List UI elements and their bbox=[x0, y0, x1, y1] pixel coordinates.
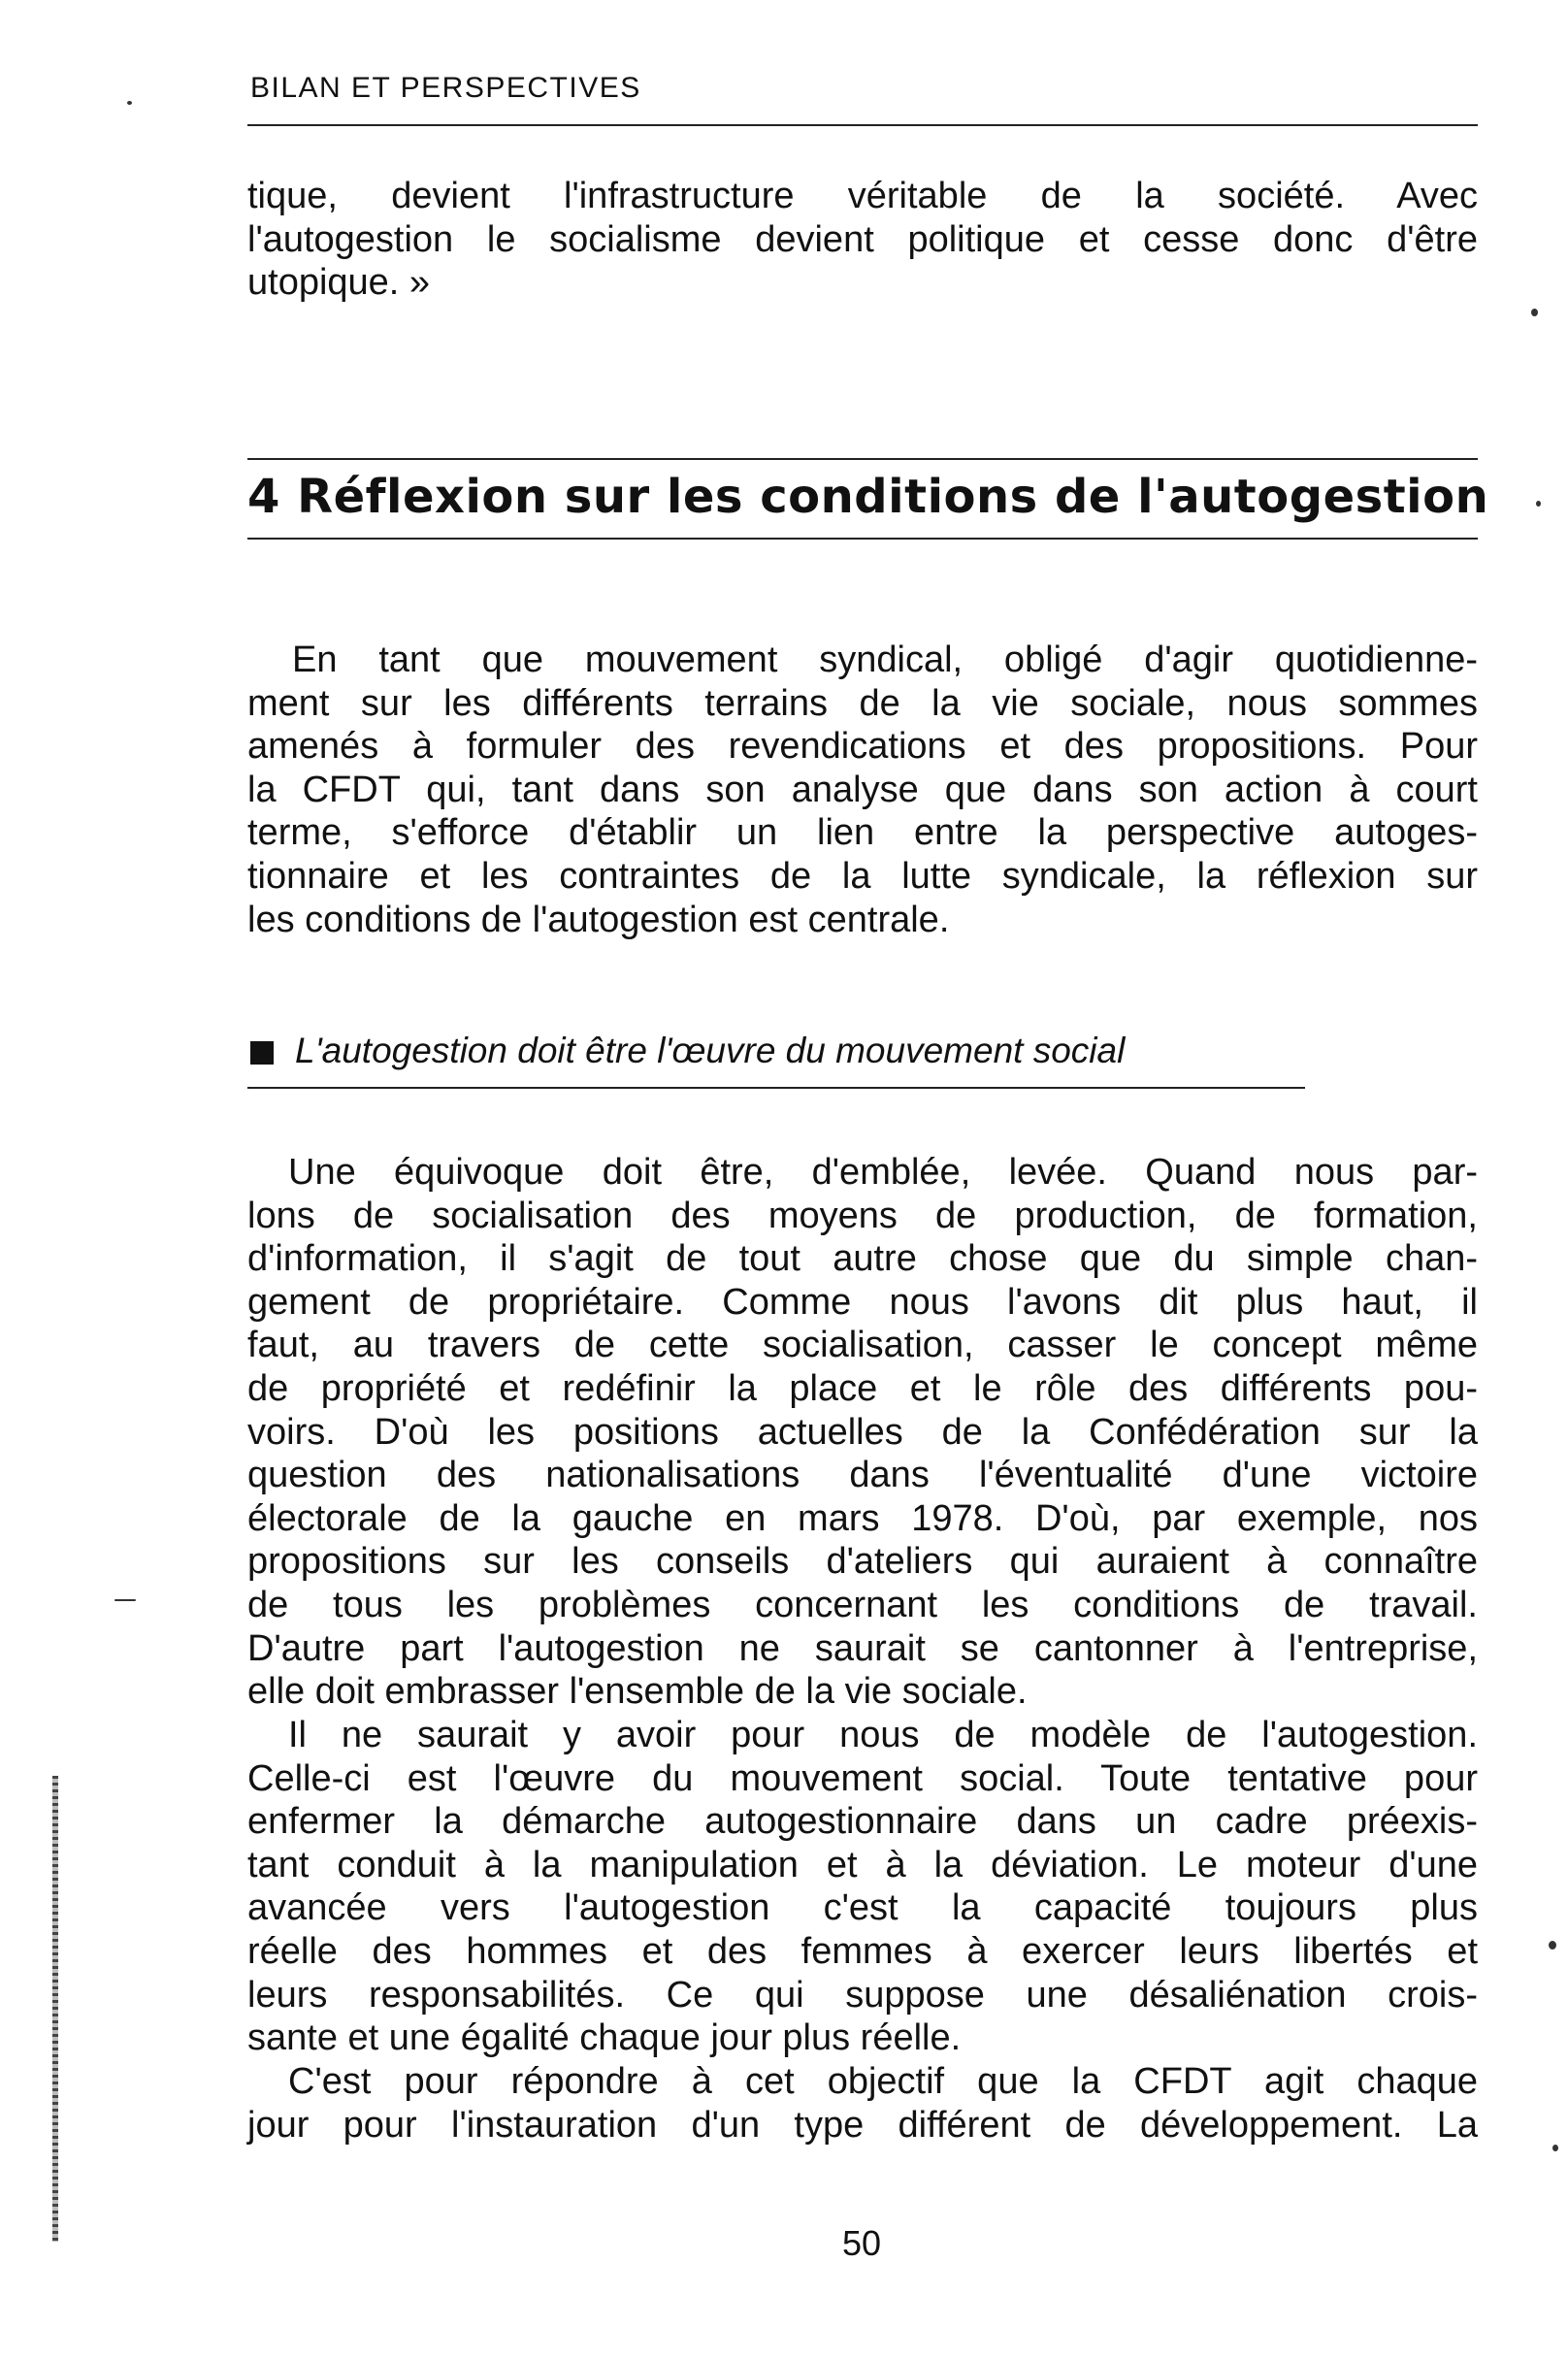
text-line: l'autogestion le socialisme devient politique et cesse donc d'être bbox=[247, 218, 1478, 260]
section-rule-bottom bbox=[247, 538, 1478, 540]
text-line: voirs. D'où les positions actuelles de la Confédération sur la bbox=[247, 1411, 1478, 1453]
text-line: de propriété et redéfinir la place et le rôle des différents pou- bbox=[247, 1367, 1478, 1409]
text-line: ment sur les différents terrains de la vie sociale, nous sommes bbox=[247, 682, 1478, 724]
text-line: propositions sur les conseils d'ateliers qui auraient à connaître bbox=[247, 1541, 1478, 1583]
text-line: D'autre part l'autogestion ne saurait se cantonner à l'entreprise, bbox=[247, 1627, 1478, 1669]
square-bullet-icon bbox=[250, 1041, 274, 1065]
scan-speck bbox=[127, 101, 132, 105]
scan-speck bbox=[1549, 1941, 1556, 1950]
text-line: terme, s'efforce d'établir un lien entre la perspective autoges- bbox=[247, 812, 1478, 854]
header-rule bbox=[247, 124, 1478, 126]
text-line: d'information, il s'agit de tout autre chose que du simple chan- bbox=[247, 1238, 1478, 1280]
scan-speck bbox=[1536, 501, 1541, 507]
text-line: tionnaire et les contraintes de la lutte syndicale, la réflexion sur bbox=[247, 855, 1478, 897]
text-line: la CFDT qui, tant dans son analyse que dans son action à court bbox=[247, 769, 1478, 810]
subheading-rule bbox=[247, 1087, 1305, 1089]
text-line: tique, devient l'infrastructure véritable de la société. Avec bbox=[247, 176, 1478, 216]
scan-speck bbox=[114, 1599, 136, 1601]
subheading bbox=[250, 1027, 1125, 1075]
text-line: faut, au travers de cette socialisation, casser le concept même bbox=[247, 1325, 1478, 1366]
section-title: 4 Réflexion sur les conditions de l'autogestion bbox=[247, 470, 1489, 524]
text-line: de tous les problèmes concernant les conditions de travail. bbox=[247, 1584, 1478, 1625]
text-line: En tant que mouvement syndical, obligé d'agir quotidienne- bbox=[292, 639, 1478, 680]
text-line: lons de socialisation des moyens de production, de formation, bbox=[247, 1195, 1478, 1236]
text-line: enfermer la démarche autogestionnaire dans un cadre préexis- bbox=[247, 1801, 1478, 1843]
subheading-text: L'autogestion doit être l'œuvre du mouvement social bbox=[295, 1031, 1126, 1070]
binding-edge bbox=[52, 1776, 58, 2242]
text-line: électorale de la gauche en mars 1978. D'où, par exemple, nos bbox=[247, 1497, 1478, 1539]
text-line: leurs responsabilités. Ce qui suppose une désaliénation crois- bbox=[247, 1974, 1478, 2016]
running-head: BILAN ET PERSPECTIVES bbox=[250, 72, 641, 104]
text-line: Il ne saurait y avoir pour nous de modèle de l'autogestion. bbox=[288, 1715, 1478, 1755]
text-line: C'est pour répondre à cet objectif que la CFDT agit chaque bbox=[288, 2061, 1478, 2102]
paragraph-1 bbox=[247, 639, 1478, 941]
scan-speck bbox=[1552, 2145, 1558, 2151]
text-line: gement de propriétaire. Comme nous l'avons dit plus haut, il bbox=[247, 1281, 1478, 1323]
text-line: les conditions de l'autogestion est centrale. bbox=[247, 899, 950, 940]
text-line: tant conduit à la manipulation et à la déviation. Le moteur d'une bbox=[247, 1844, 1478, 1885]
paragraph-2 bbox=[247, 1151, 1478, 1714]
text-line: Une équivoque doit être, d'emblée, levée. Quand nous par- bbox=[288, 1152, 1478, 1193]
section-rule-top bbox=[247, 458, 1478, 460]
scan-speck bbox=[1531, 309, 1538, 316]
text-line: Celle-ci est l'œuvre du mouvement social. Toute tentative pour bbox=[247, 1757, 1478, 1799]
text-line: amenés à formuler des revendications et des propositions. Pour bbox=[247, 726, 1478, 768]
paragraph-3 bbox=[247, 1714, 1478, 2060]
page-number: 50 bbox=[842, 2223, 882, 2263]
text-line: sante et une égalité chaque jour plus réelle. bbox=[247, 2017, 962, 2059]
text-line: utopique. » bbox=[247, 262, 431, 304]
intro-paragraph bbox=[247, 175, 1478, 305]
text-line: question des nationalisations dans l'éventualité d'une victoire bbox=[247, 1455, 1478, 1496]
text-line: elle doit embrasser l'ensemble de la vie sociale. bbox=[247, 1671, 1028, 1713]
text-line: jour pour l'instauration d'un type différent de développement. La bbox=[247, 2104, 1478, 2146]
text-line: réelle des hommes et des femmes à exercer leurs libertés et bbox=[247, 1930, 1478, 1972]
paragraph-4 bbox=[247, 2060, 1478, 2147]
text-line: avancée vers l'autogestion c'est la capacité toujours plus bbox=[247, 1887, 1478, 1929]
